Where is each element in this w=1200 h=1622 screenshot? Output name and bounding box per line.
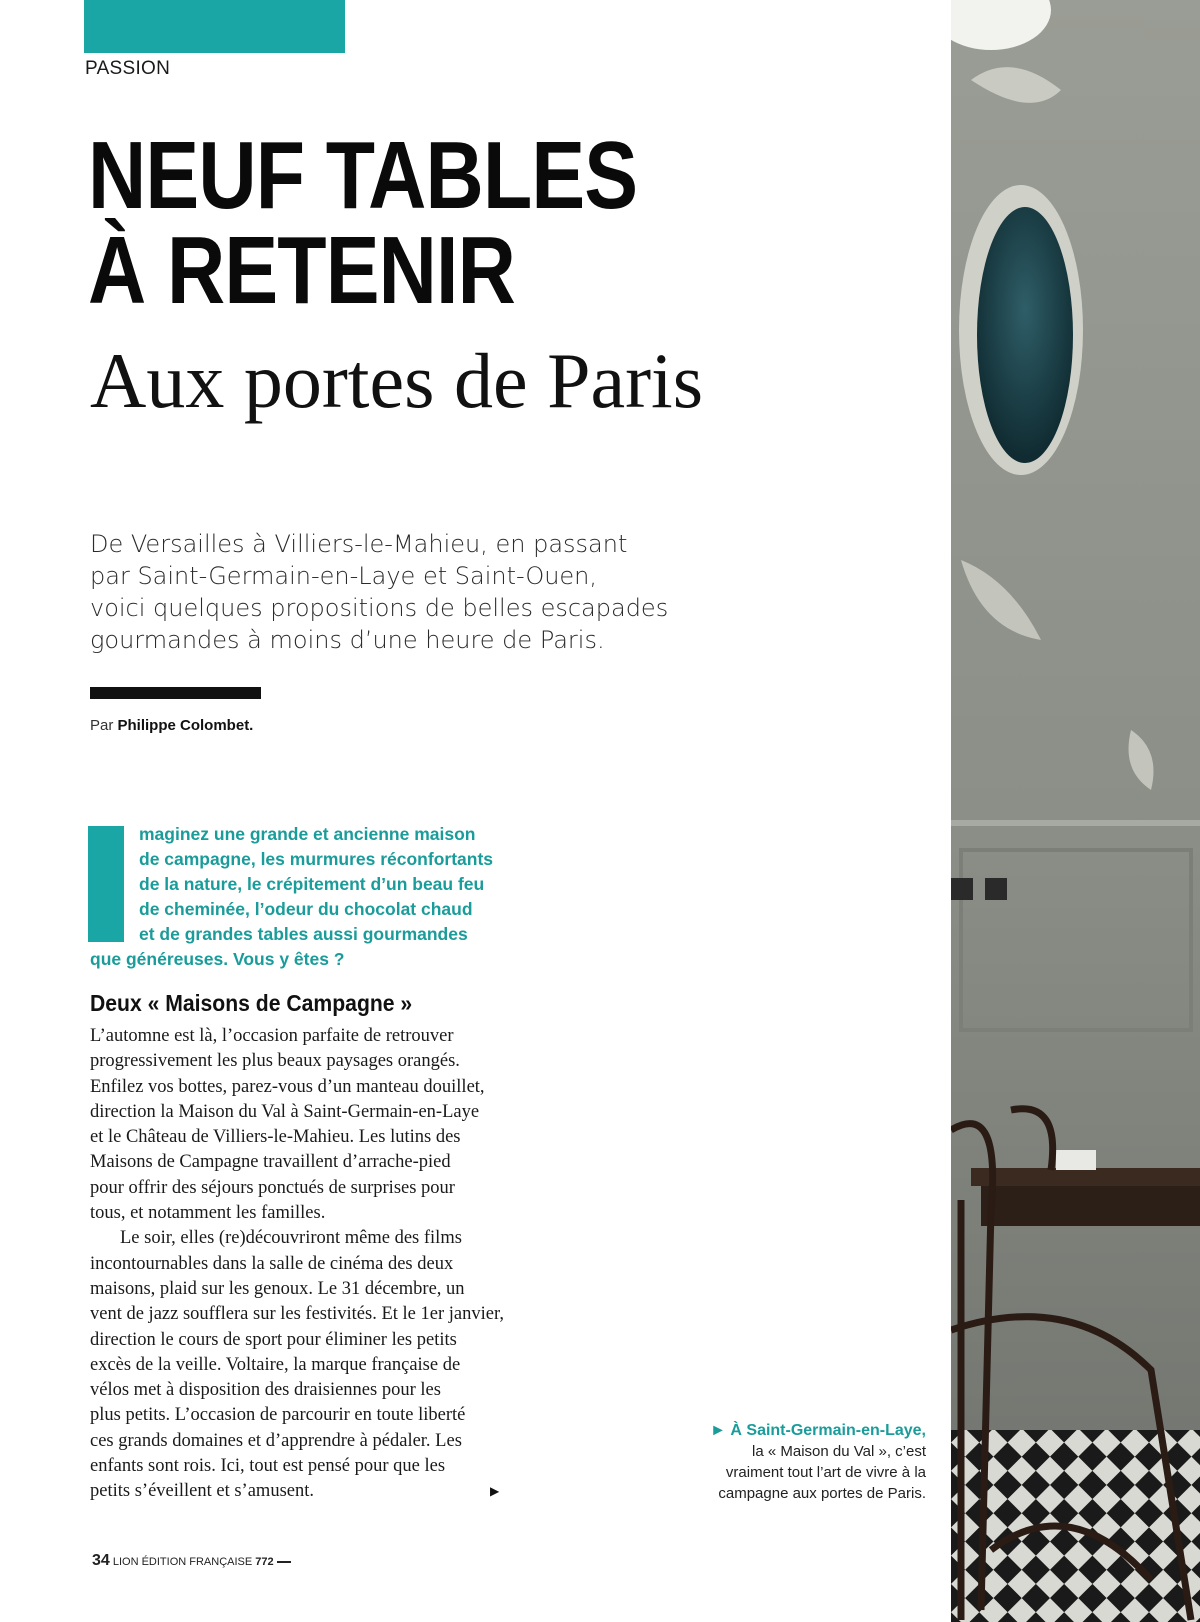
- body-line: direction le cours de sport pour éliminer les petits: [90, 1329, 457, 1350]
- lead-line: par Saint-Germain-en-Laye et Saint-Ouen,: [90, 562, 598, 590]
- intro-line: maginez une grande et ancienne maison: [139, 824, 476, 844]
- body-line: incontournables dans la salle de cinéma des deux: [90, 1253, 454, 1274]
- body-line: tous, et notamment les familles.: [90, 1203, 326, 1224]
- publication-name: LION ÉDITION FRANÇAISE: [112, 1556, 253, 1568]
- lead-line: gourmandes à moins d’une heure de Paris.: [90, 626, 605, 654]
- body-line: vent de jazz soufflera sur les festivités. Et le 1er janvier,: [90, 1304, 504, 1325]
- body-line: vélos met à disposition des draisiennes pour les: [90, 1380, 441, 1401]
- caption-lead: ► À Saint-Germain-en-Laye,: [710, 1422, 926, 1439]
- intro-line: que généreuses. Vous y êtes ?: [90, 949, 345, 969]
- body-line: excès de la veille. Voltaire, la marque française de: [90, 1354, 461, 1375]
- section-heading: Deux « Maisons de Campagne »: [90, 990, 413, 1016]
- body-line: plus petits. L’occasion de parcourir en toute liberté: [90, 1405, 466, 1426]
- lead-line: voici quelques propositions de belles escapades: [90, 594, 669, 622]
- footer-dash: [277, 1561, 291, 1563]
- title-line-1: NEUF TABLES: [88, 122, 638, 229]
- photo-caption: [640, 1420, 926, 1504]
- caption-line: vraiment tout l’art de vivre à la: [725, 1464, 926, 1481]
- body-line: ces grands domaines et d’apprendre à pédaler. Les: [90, 1430, 462, 1451]
- lead-line: De Versailles à Villiers-le-Mahieu, en passant: [90, 530, 628, 558]
- body-line: Maisons de Campagne travaillent d’arrache-pied: [90, 1152, 451, 1173]
- body-line: L’automne est là, l’occasion parfaite de retrouver: [90, 1026, 454, 1046]
- restaurant-interior-photo: [951, 0, 1200, 1622]
- body-line: Enfilez vos bottes, parez-vous d’un manteau douillet,: [90, 1076, 485, 1097]
- body-line: Le soir, elles (re)découvriront même des films: [120, 1228, 462, 1249]
- article-subtitle: Aux portes de Paris: [90, 337, 704, 424]
- issue-number: 772: [255, 1556, 274, 1568]
- intro-line: de cheminée, l’odeur du chocolat chaud: [139, 899, 473, 919]
- section-color-bar: [84, 0, 345, 53]
- intro-line: de campagne, les murmures réconfortants: [139, 849, 493, 869]
- body-line: direction la Maison du Val à Saint-Germain-en-Laye: [90, 1101, 480, 1122]
- intro-line: de la nature, le crépitement d’un beau feu: [139, 874, 485, 894]
- byline: [90, 717, 253, 734]
- intro-line: et de grandes tables aussi gourmandes: [139, 924, 468, 944]
- caption-line: campagne aux portes de Paris.: [718, 1485, 926, 1502]
- body-line: enfants sont rois. Ici, tout est pensé pour que les: [90, 1456, 446, 1477]
- byline-author: Philippe Colombet.: [117, 717, 254, 734]
- page-footer: [92, 1552, 291, 1570]
- title-line-2: À RETENIR: [88, 217, 516, 325]
- body-text: [90, 1024, 504, 1505]
- continue-arrow-icon: ▶: [490, 1484, 500, 1498]
- body-line: et le Château de Villiers-le-Mahieu. Les lutins des: [90, 1127, 461, 1148]
- article-lead: [90, 528, 730, 656]
- body-line: progressivement les plus beaux paysages orangés.: [90, 1051, 460, 1072]
- divider-rule: [90, 687, 261, 699]
- caption-line: la « Maison du Val », c’est: [752, 1443, 926, 1460]
- section-label: PASSION: [85, 58, 171, 79]
- body-line: pour offrir des séjours ponctués de surprises pour: [90, 1177, 455, 1198]
- body-line: petits s’éveillent et s’amusent.: [90, 1481, 314, 1502]
- byline-prefix: Par: [90, 717, 114, 734]
- intro-paragraph: [90, 822, 493, 972]
- body-line: maisons, plaid sur les genoux. Le 31 décembre, un: [90, 1278, 465, 1299]
- page-number: 34: [92, 1552, 110, 1569]
- article-title: [88, 122, 760, 325]
